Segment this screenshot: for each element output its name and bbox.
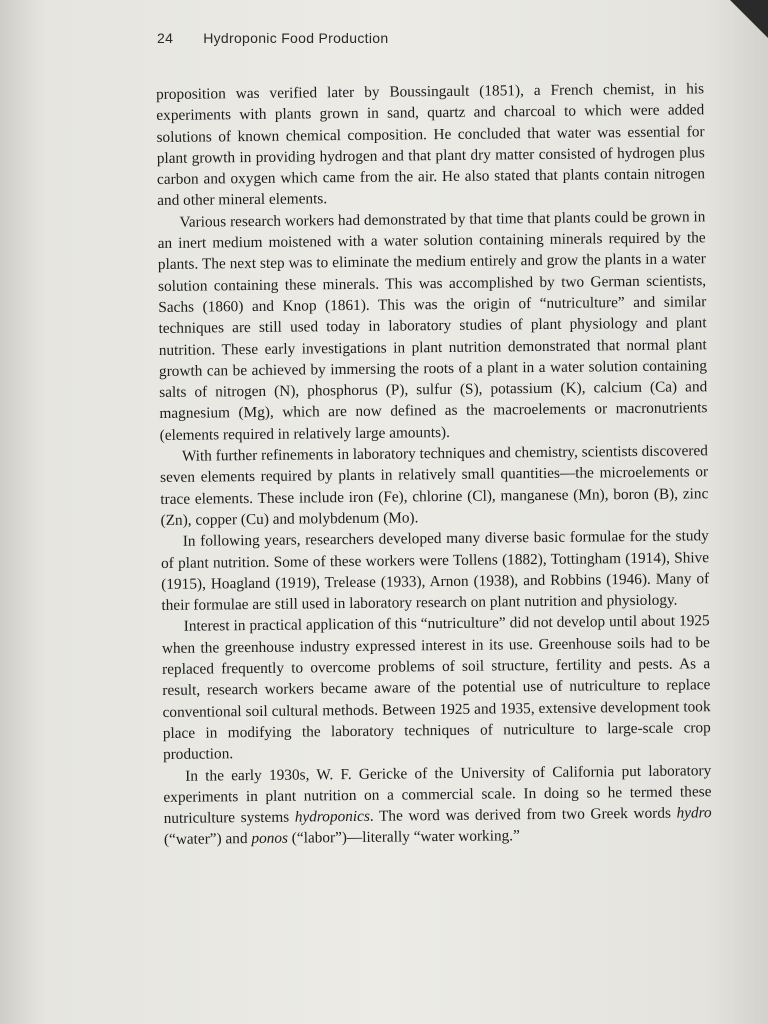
running-title: Hydroponic Food Production — [203, 30, 389, 46]
paragraph-6-part-3: (“water”) and — [163, 830, 252, 849]
paragraph-6 — [163, 760, 712, 851]
page-fold-shadow — [730, 0, 768, 38]
paragraph-1: proposition was verified later by Boussingault (1851), a French chemist, in his experiments with plants grown in sand, quartz and charcoal to which were added solutions of known chemical composition. He concluded that water was essential for plant growth in providing hydrogen and that plant dry matter consisted of hydrogen plus carbon and oxygen which came from the air. He also stated that plants contain nitrogen and other mineral elements. — [156, 80, 706, 210]
paragraph-5: Interest in practical application of this “nutriculture” did not develop until about 1925 when the greenhouse industry expressed interest in its use. Greenhouse soils had to be replaced frequently to overcome problems of soil structure, fertility and pests. As a result, research workers became aware of the potential use of nutriculture to replace conventional soil cultural methods. Between 1925 and 1935, extensive development took place in modifying the laboratory techniques of nutriculture to large-scale crop production. — [161, 612, 711, 764]
term-ponos: ponos — [251, 830, 289, 848]
paragraph-4: In following years, researchers developed many diverse basic formulae for the study of plant nutrition. Some of these workers were Tollens (1882), Tottingham (1914), Shive (1915), Hoagland (1919), Trelease (1933), Arnon (1938), and Robbins (1946). Many of their formulae are still used in laboratory research on plant nutrition and physiology. — [160, 527, 710, 615]
paragraph-6-part-4: (“labor”)—literally “water working.” — [287, 827, 520, 848]
body-text — [156, 78, 712, 850]
term-hydro: hydro — [676, 804, 712, 822]
term-hydroponics: hydroponics — [294, 807, 370, 826]
paragraph-6-part-1: In the early 1930s, W. F. Gericke of the University of California put laboratory experiments in plant nutrition on a commercial scale. In doing so he termed these nutriculture systems — [163, 761, 712, 828]
paragraph-6-part-2: . The word was derived from two Greek words — [369, 804, 677, 825]
page-number: 24 — [157, 30, 174, 46]
paragraph-3: With further refinements in laboratory techniques and chemistry, scientists discovered seven elements required by plants in relatively small quantities—the microelements or trace elements. These include iron (Fe), chlorine (Cl), manganese (Mn), boron (B), zinc (Zn), copper (Cu) and molybdenum (Mo). — [160, 442, 709, 529]
paragraph-2: Various research workers had demonstrated by that time that plants could be grown in an inert medium moistened with a water solution containing minerals required by the plants. The next step was to eliminate the medium entirely and grow the plants in a water solution containing these minerals. This was accomplished by two German scientists, Sachs (1860) and Knop (1861). This was the origin of “nutriculture” and similar techniques are still used today in laboratory studies of plant physiology and plant nutrition. These early investigations in plant nutrition demonstrated that normal plant growth can be achieved by immersing the roots of a plant in a water solution containing salts of nitrogen (N), phosphorus (P), sulfur (S), potassium (K), calcium (Ca) and magnesium (Mg), which are now defined as the macroelements or macronutrients (elements required in relatively large amounts). — [157, 208, 708, 444]
running-header — [157, 30, 388, 46]
